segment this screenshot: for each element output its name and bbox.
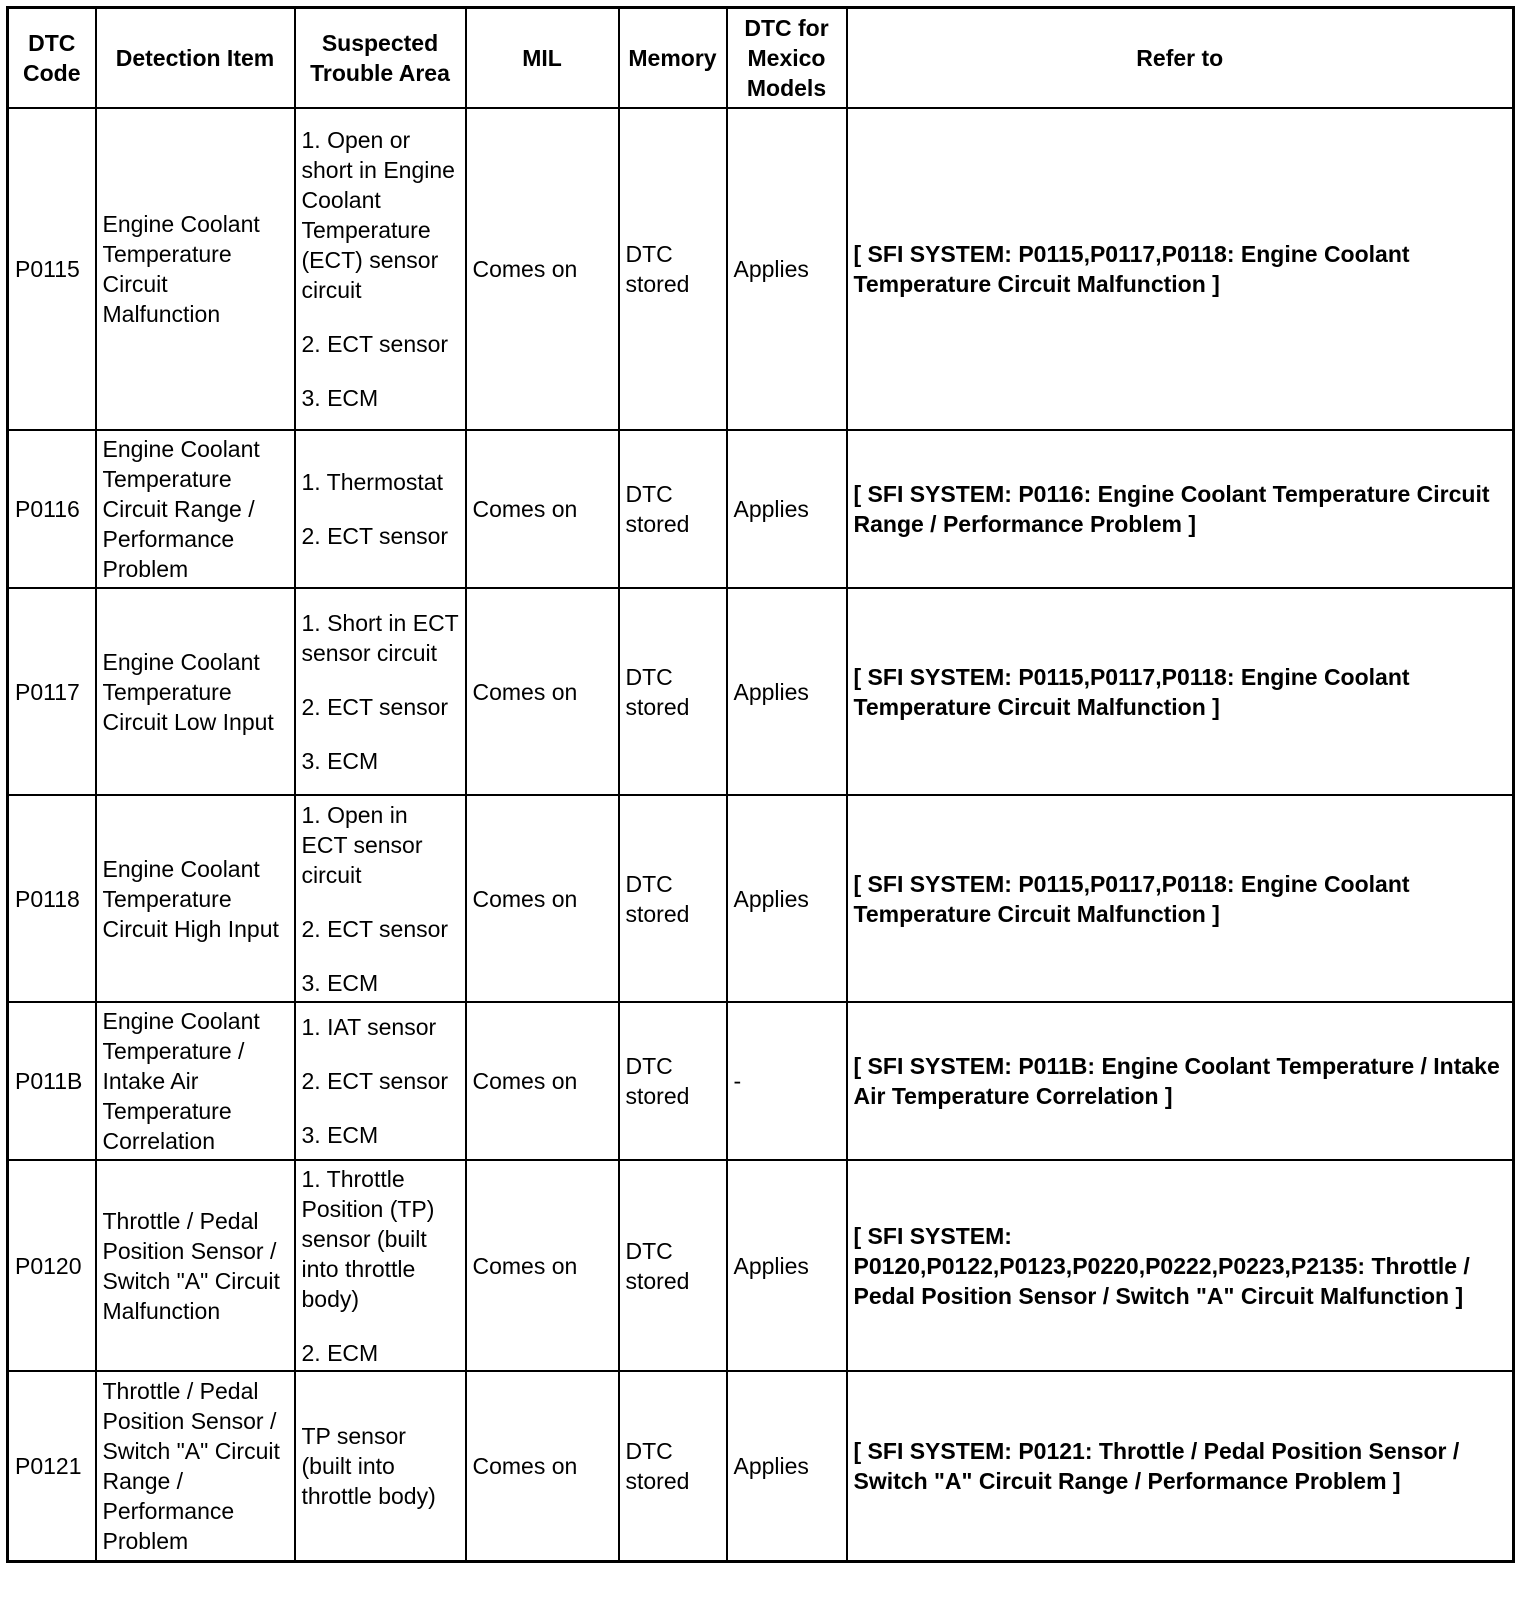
mexico-models-cell: Applies: [727, 588, 847, 795]
table-row: [8, 588, 1514, 795]
header-line: Trouble Area: [310, 60, 450, 86]
mil-cell: Comes on: [466, 1160, 619, 1371]
header-dtc-mexico: [727, 8, 847, 109]
trouble-area-item: 1. Open or short in Engine Coolant Temperature (ECT) sensor circuit: [301, 127, 455, 303]
header-suspected-trouble-area: [295, 8, 466, 109]
table-row: [8, 430, 1514, 588]
trouble-area-item: 2. ECM: [301, 1339, 379, 1366]
dtc-code-cell: P0116: [8, 430, 96, 588]
trouble-area-cell: [295, 1160, 466, 1371]
memory-cell: DTC stored: [619, 588, 727, 795]
table-row: [8, 1160, 1514, 1371]
trouble-area-item: 2. ECT sensor: [301, 693, 449, 720]
mexico-models-cell: -: [727, 1002, 847, 1160]
trouble-area-cell: [295, 1371, 466, 1561]
table-row: [8, 108, 1514, 430]
mil-cell: Comes on: [466, 1002, 619, 1160]
memory-cell: DTC stored: [619, 795, 727, 1002]
table-row: [8, 1002, 1514, 1160]
header-row: [8, 8, 1514, 109]
trouble-area-item: 2. ECT sensor: [301, 915, 449, 942]
header-line: Suspected: [321, 30, 439, 56]
mil-cell: Comes on: [466, 108, 619, 430]
detection-item-cell: Engine Coolant Temperature / Intake Air Temperature Correlation: [96, 1002, 295, 1160]
table-header: [8, 8, 1514, 109]
trouble-area-item: 3. ECM: [301, 385, 379, 411]
trouble-area-item: 2. ECT sensor: [301, 331, 449, 357]
header-line: Memory: [628, 45, 717, 71]
trouble-area-item: 1. IAT sensor: [301, 1014, 437, 1040]
mil-cell: Comes on: [466, 1371, 619, 1561]
mexico-models-cell: Applies: [727, 108, 847, 430]
header-refer-to: [847, 8, 1514, 109]
trouble-area-item: 3. ECM: [301, 747, 379, 774]
mexico-models-cell: Applies: [727, 1160, 847, 1371]
memory-cell: DTC stored: [619, 108, 727, 430]
header-line: Detection Item: [115, 45, 275, 71]
trouble-area-cell: [295, 1002, 466, 1160]
refer-to-cell: [ SFI SYSTEM: P0115,P0117,P0118: Engine Coolant Temperature Circuit Malfunction ]: [847, 108, 1514, 430]
mexico-models-cell: Applies: [727, 1371, 847, 1561]
trouble-area-item: 3. ECM: [301, 969, 379, 996]
memory-cell: DTC stored: [619, 1160, 727, 1371]
trouble-area-item: TP sensor (built into throttle body): [301, 1422, 436, 1509]
header-memory: [619, 8, 727, 109]
trouble-area-item: 1. Short in ECT sensor circuit: [301, 609, 459, 666]
refer-to-cell: [ SFI SYSTEM: P0120,P0122,P0123,P0220,P0222,P0223,P2135: Throttle / Pedal Position Sensor / Switch "A" Circuit Malfunction ]: [847, 1160, 1514, 1371]
dtc-code-cell: P0115: [8, 108, 96, 430]
dtc-code-cell: P011B: [8, 1002, 96, 1160]
mil-cell: Comes on: [466, 795, 619, 1002]
trouble-area-item: 1. Thermostat: [301, 469, 443, 495]
trouble-area-item: 1. Open in ECT sensor circuit: [301, 801, 423, 888]
trouble-area-item: 2. ECT sensor: [301, 1068, 449, 1094]
refer-to-cell: [ SFI SYSTEM: P0121: Throttle / Pedal Position Sensor / Switch "A" Circuit Range / Performance Problem ]: [847, 1371, 1514, 1561]
refer-to-cell: [ SFI SYSTEM: P0116: Engine Coolant Temperature Circuit Range / Performance Problem ]: [847, 430, 1514, 588]
header-line: DTC for: [744, 15, 829, 41]
detection-item-cell: Engine Coolant Temperature Circuit High Input: [96, 795, 295, 1002]
detection-item-cell: Engine Coolant Temperature Circuit Low Input: [96, 588, 295, 795]
mexico-models-cell: Applies: [727, 430, 847, 588]
header-line: MIL: [522, 45, 562, 71]
table-row: [8, 1371, 1514, 1561]
dtc-code-cell: P0121: [8, 1371, 96, 1561]
table-row: [8, 795, 1514, 1002]
detection-item-cell: Engine Coolant Temperature Circuit Range / Performance Problem: [96, 430, 295, 588]
mil-cell: Comes on: [466, 430, 619, 588]
trouble-area-cell: [295, 430, 466, 588]
mexico-models-cell: Applies: [727, 795, 847, 1002]
header-detection-item: [96, 8, 295, 109]
detection-item-cell: Throttle / Pedal Position Sensor / Switch "A" Circuit Malfunction: [96, 1160, 295, 1371]
header-mil: [466, 8, 619, 109]
header-line: Models: [746, 75, 827, 101]
trouble-area-item: 3. ECM: [301, 1122, 379, 1148]
memory-cell: DTC stored: [619, 1371, 727, 1561]
refer-to-cell: [ SFI SYSTEM: P011B: Engine Coolant Temperature / Intake Air Temperature Correlation ]: [847, 1002, 1514, 1160]
header-dtc-code: [8, 8, 96, 109]
dtc-code-cell: P0117: [8, 588, 96, 795]
dtc-code-cell: P0118: [8, 795, 96, 1002]
memory-cell: DTC stored: [619, 430, 727, 588]
trouble-area-item: 1. Throttle Position (TP) sensor (built into throttle body): [301, 1165, 435, 1312]
table-body: [8, 108, 1514, 1561]
dtc-code-cell: P0120: [8, 1160, 96, 1371]
detection-item-cell: Engine Coolant Temperature Circuit Malfunction: [96, 108, 295, 430]
header-line: Refer to: [1136, 45, 1224, 71]
header-line: Mexico: [747, 45, 826, 71]
refer-to-cell: [ SFI SYSTEM: P0115,P0117,P0118: Engine Coolant Temperature Circuit Malfunction ]: [847, 795, 1514, 1002]
trouble-area-cell: [295, 588, 466, 795]
trouble-area-cell: [295, 108, 466, 430]
refer-to-cell: [ SFI SYSTEM: P0115,P0117,P0118: Engine Coolant Temperature Circuit Malfunction ]: [847, 588, 1514, 795]
header-line: Code: [23, 60, 81, 86]
dtc-table: [6, 6, 1515, 1563]
mil-cell: Comes on: [466, 588, 619, 795]
detection-item-cell: Throttle / Pedal Position Sensor / Switch "A" Circuit Range / Performance Problem: [96, 1371, 295, 1561]
trouble-area-cell: [295, 795, 466, 1002]
header-line: DTC: [28, 30, 76, 56]
trouble-area-item: 2. ECT sensor: [301, 523, 449, 549]
memory-cell: DTC stored: [619, 1002, 727, 1160]
